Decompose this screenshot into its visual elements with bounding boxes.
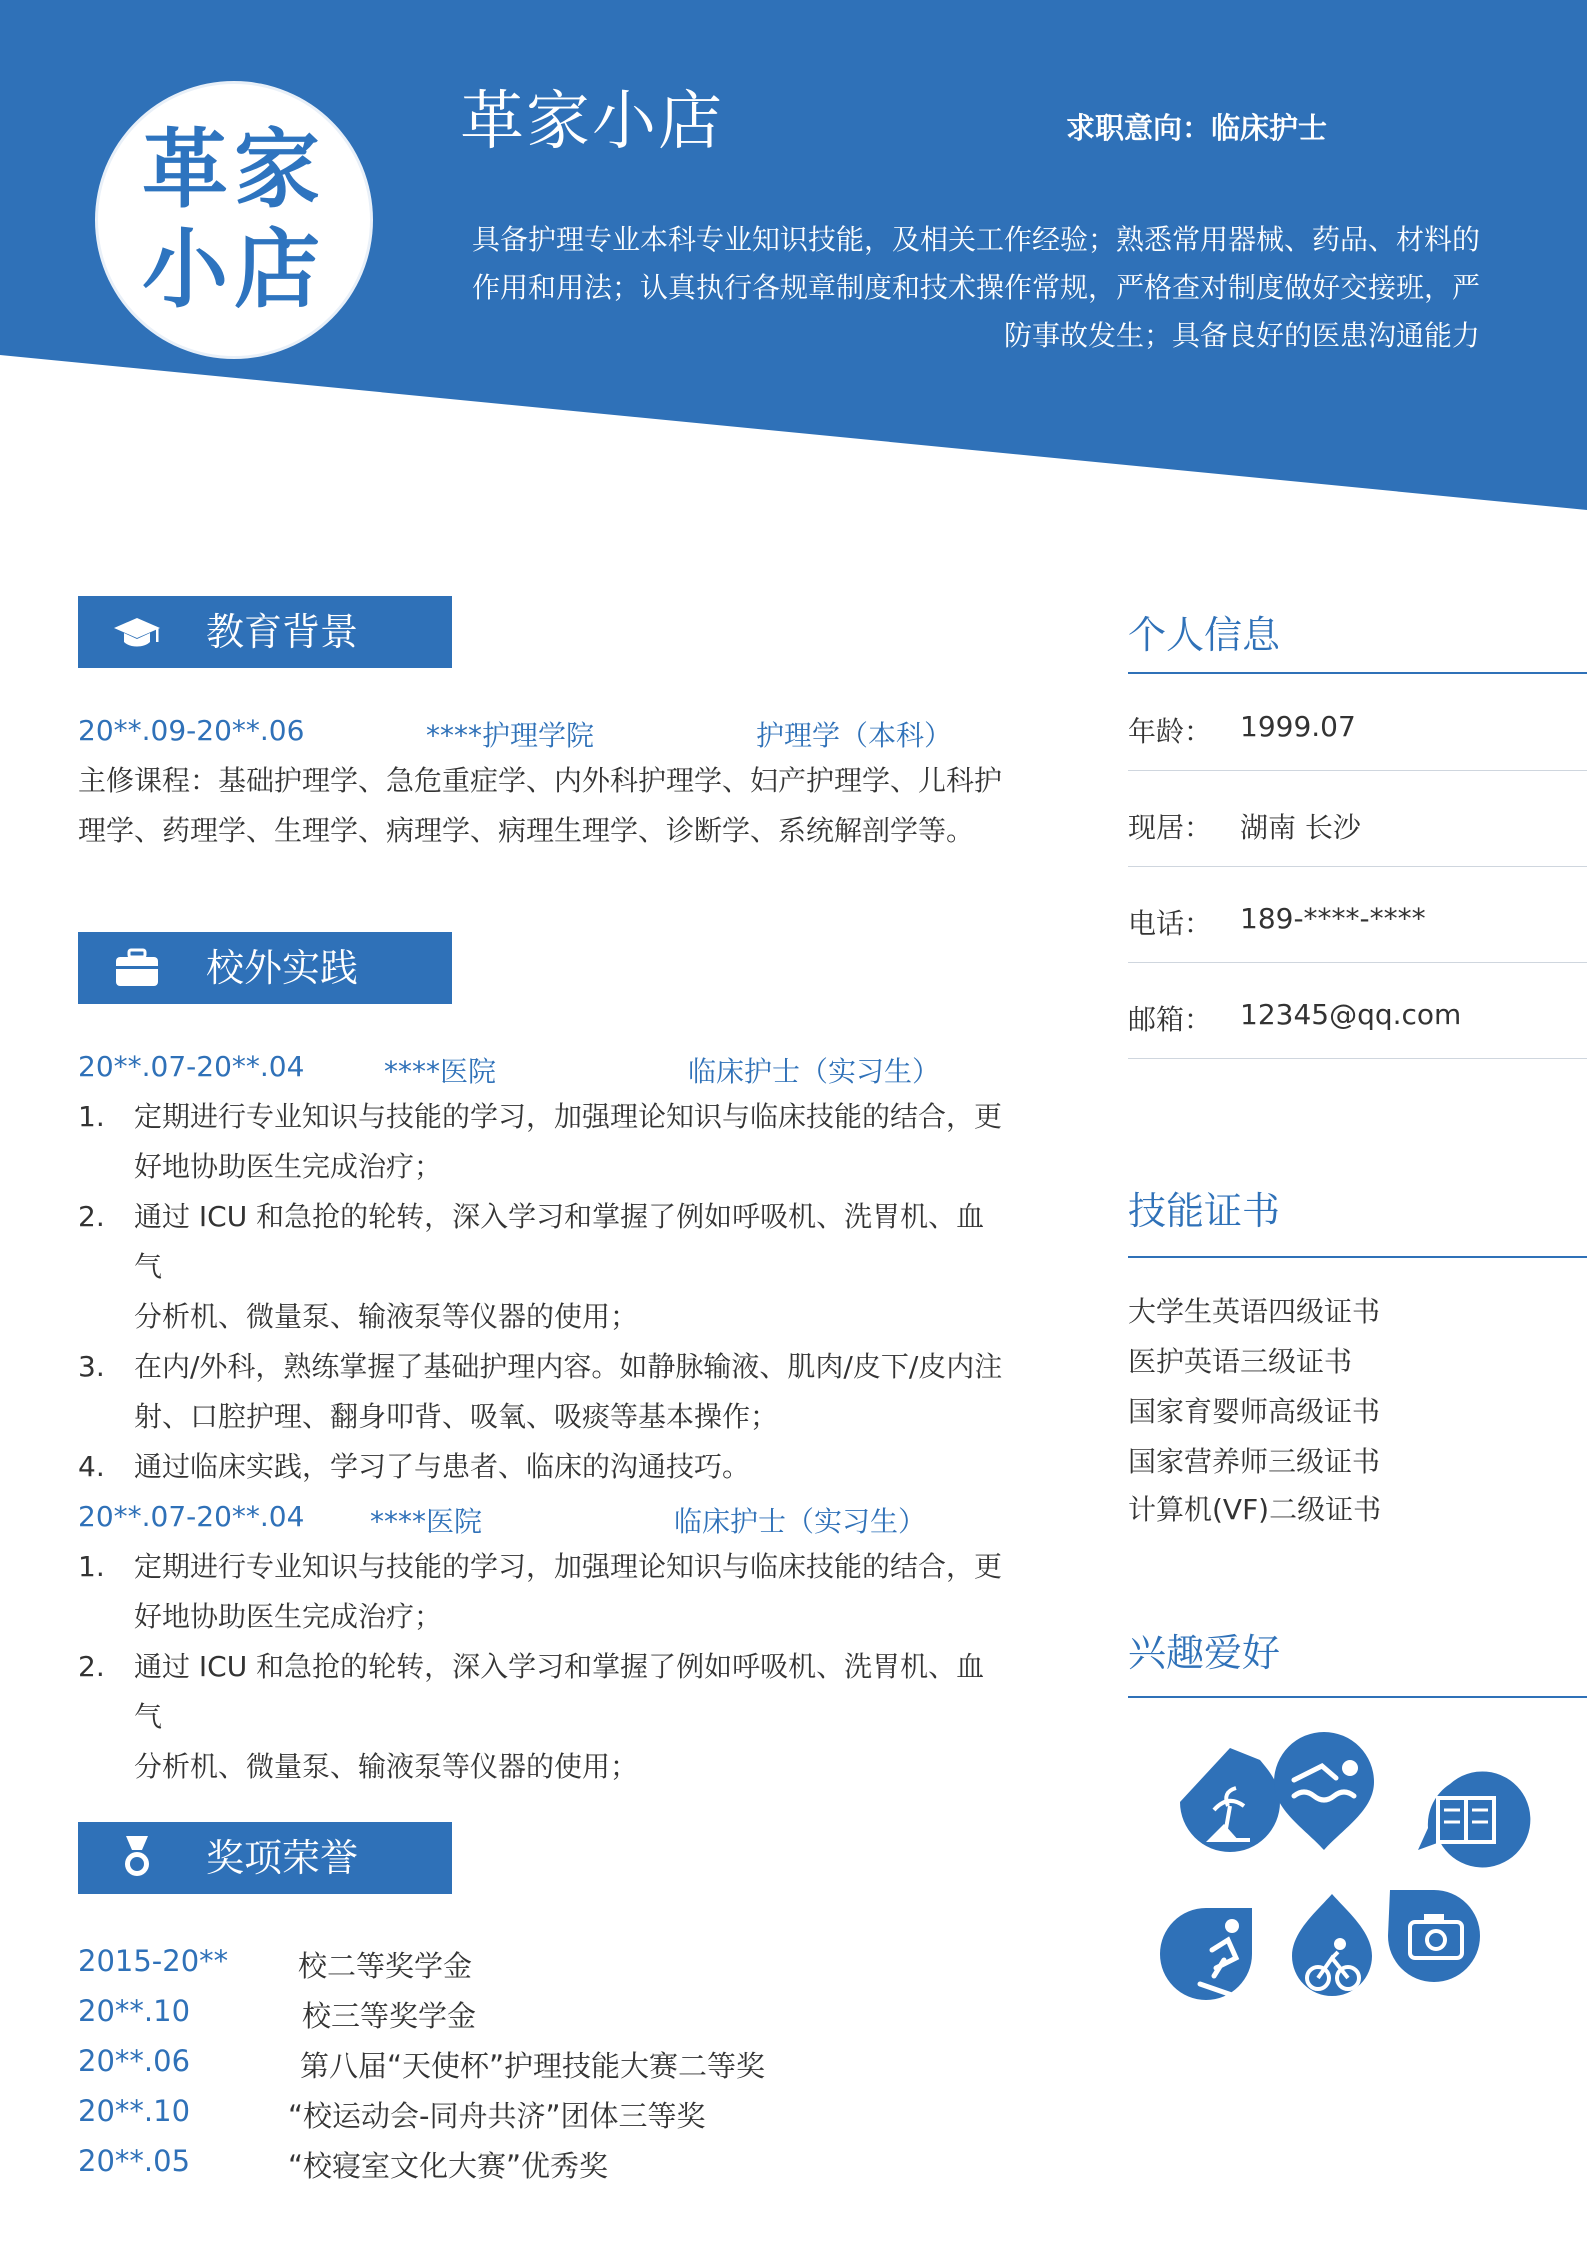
- award-text: 第八届“天使杯”护理技能大赛二等奖: [300, 2049, 766, 2083]
- skiing-icon: [1160, 1908, 1252, 2002]
- education-major: 护理学（本科）: [756, 719, 953, 752]
- practice-period: 20**.07-20**.04: [78, 1050, 305, 1083]
- practice-list: [78, 1542, 1008, 1792]
- medal-icon: [112, 1832, 162, 1880]
- list-item: [78, 1442, 1008, 1492]
- graduation-cap-icon: [112, 612, 162, 652]
- list-number: 2.: [78, 1200, 105, 1233]
- education-school: ****护理学院: [426, 719, 595, 752]
- list-text: 分析机、微量泵、输液泵等仪器的使用；: [134, 1750, 639, 1783]
- list-text: 通过临床实践，学习了与患者、临床的沟通技巧。: [134, 1450, 751, 1483]
- divider: [1128, 1696, 1587, 1698]
- info-value: 12345@qq.com: [1240, 998, 1462, 1031]
- practice-period: 20**.07-20**.04: [78, 1500, 305, 1533]
- cycling-icon: [1292, 1894, 1372, 1996]
- swimming-icon: [1274, 1732, 1374, 1850]
- list-number: 3.: [78, 1350, 105, 1383]
- info-value: 189-****-****: [1240, 902, 1426, 935]
- info-row-phone: [1128, 866, 1587, 963]
- skills-title: 技能证书: [1128, 1189, 1281, 1233]
- summary: [460, 216, 1480, 360]
- info-key: 年龄：: [1128, 715, 1213, 748]
- list-text: 定期进行专业知识与技能的学习，加强理论知识与临床技能的结合，更: [134, 1100, 1003, 1133]
- list-item: [78, 1342, 1008, 1442]
- award-text: 校三等奖学金: [302, 1999, 477, 2033]
- info-value: 1999.07: [1240, 710, 1356, 743]
- logo: [98, 84, 370, 356]
- section-title-awards: [78, 1822, 452, 1894]
- award-text: 校二等奖学金: [298, 1949, 473, 1983]
- info-row-email: [1128, 962, 1587, 1059]
- certificate-item: 计算机(VF)二级证书: [1128, 1493, 1382, 1526]
- personal-info-title: 个人信息: [1128, 613, 1281, 657]
- hobbies-icons: [1128, 1730, 1587, 2030]
- info-row-location: [1128, 770, 1587, 867]
- list-item: [78, 1542, 1008, 1642]
- logo-line-2: 小店: [142, 219, 326, 320]
- certificate-item: 国家育婴师高级证书: [1128, 1395, 1381, 1428]
- logo-line-1: 革家: [142, 119, 326, 220]
- hobbies-title: 兴趣爱好: [1128, 1631, 1281, 1675]
- applicant-name: 革家小店: [460, 85, 724, 159]
- list-number: 2.: [78, 1650, 105, 1683]
- list-item: [78, 1642, 1008, 1792]
- list-text: 定期进行专业知识与技能的学习，加强理论知识与临床技能的结合，更: [134, 1550, 1003, 1583]
- education-courses: [78, 756, 1008, 856]
- award-text: “校运动会-同舟共济”团体三等奖: [288, 2099, 706, 2133]
- list-number: 4.: [78, 1450, 105, 1483]
- summary-line: 具备护理专业本科专业知识技能，及相关工作经验；熟悉常用器械、药品、材料的: [471, 223, 1480, 256]
- award-date: 20**.05: [78, 2144, 191, 2178]
- section-title-education: [78, 596, 452, 668]
- practice-role: 临床护士（实习生）: [688, 1055, 941, 1088]
- info-key: 现居：: [1128, 811, 1213, 844]
- practice-org: ****医院: [384, 1055, 497, 1088]
- courses-line: 主修课程：基础护理学、急危重症学、内外科护理学、妇产护理学、儿科护: [78, 764, 1003, 797]
- list-text: 在内/外科，熟练掌握了基础护理内容。如静脉输液、肌肉/皮下/皮内注: [134, 1350, 1003, 1383]
- info-value: 湖南 长沙: [1240, 811, 1361, 844]
- list-item: [78, 1192, 1008, 1342]
- section-title-text: 奖项荣誉: [206, 1836, 359, 1880]
- certificate-item: 医护英语三级证书: [1128, 1345, 1353, 1378]
- certificate-item: 大学生英语四级证书: [1128, 1295, 1381, 1328]
- list-text: 通过 ICU 和急抢的轮转，深入学习和掌握了例如呼吸机、洗胃机、血气: [134, 1650, 985, 1733]
- section-title-text: 校外实践: [206, 946, 359, 990]
- award-date: 20**.10: [78, 2094, 191, 2128]
- certificate-item: 国家营养师三级证书: [1128, 1445, 1381, 1478]
- award-date: 2015-20**: [78, 1944, 229, 1978]
- list-item: [78, 1092, 1008, 1192]
- practice-role: 临床护士（实习生）: [674, 1505, 927, 1538]
- list-text: 通过 ICU 和急抢的轮转，深入学习和掌握了例如呼吸机、洗胃机、血气: [134, 1200, 985, 1283]
- summary-line: 作用和用法；认真执行各规章制度和技术操作常规，严格查对制度做好交接班，严: [471, 271, 1480, 304]
- divider: [1128, 1256, 1587, 1258]
- info-row-age: [1128, 674, 1587, 771]
- section-title-text: 教育背景: [206, 610, 359, 654]
- briefcase-icon: [112, 948, 162, 988]
- book-icon: [1418, 1771, 1530, 1867]
- info-key: 电话：: [1128, 907, 1213, 940]
- award-date: 20**.10: [78, 1994, 191, 2028]
- info-key: 邮箱：: [1128, 1003, 1213, 1036]
- list-text: 分析机、微量泵、输液泵等仪器的使用；: [134, 1300, 639, 1333]
- section-title-practice: [78, 932, 452, 1004]
- list-number: 1.: [78, 1100, 105, 1133]
- education-period: 20**.09-20**.06: [78, 714, 305, 747]
- beach-icon: [1180, 1748, 1280, 1852]
- practice-list: [78, 1092, 1008, 1492]
- list-text: 好地协助医生完成治疗；: [134, 1150, 443, 1183]
- job-intent: 求职意向：临床护士: [1066, 111, 1328, 145]
- practice-org: ****医院: [370, 1505, 483, 1538]
- summary-line: 防事故发生；具备良好的医患沟通能力: [1003, 319, 1480, 352]
- courses-line: 理学、药理学、生理学、病理学、病理生理学、诊断学、系统解剖学等。: [78, 814, 975, 847]
- list-number: 1.: [78, 1550, 105, 1583]
- award-date: 20**.06: [78, 2044, 191, 2078]
- award-text: “校寝室文化大赛”优秀奖: [288, 2149, 609, 2183]
- camera-icon: [1388, 1890, 1480, 1982]
- list-text: 好地协助医生完成治疗；: [134, 1600, 443, 1633]
- list-text: 射、口腔护理、翻身叩背、吸氧、吸痰等基本操作；: [134, 1400, 779, 1433]
